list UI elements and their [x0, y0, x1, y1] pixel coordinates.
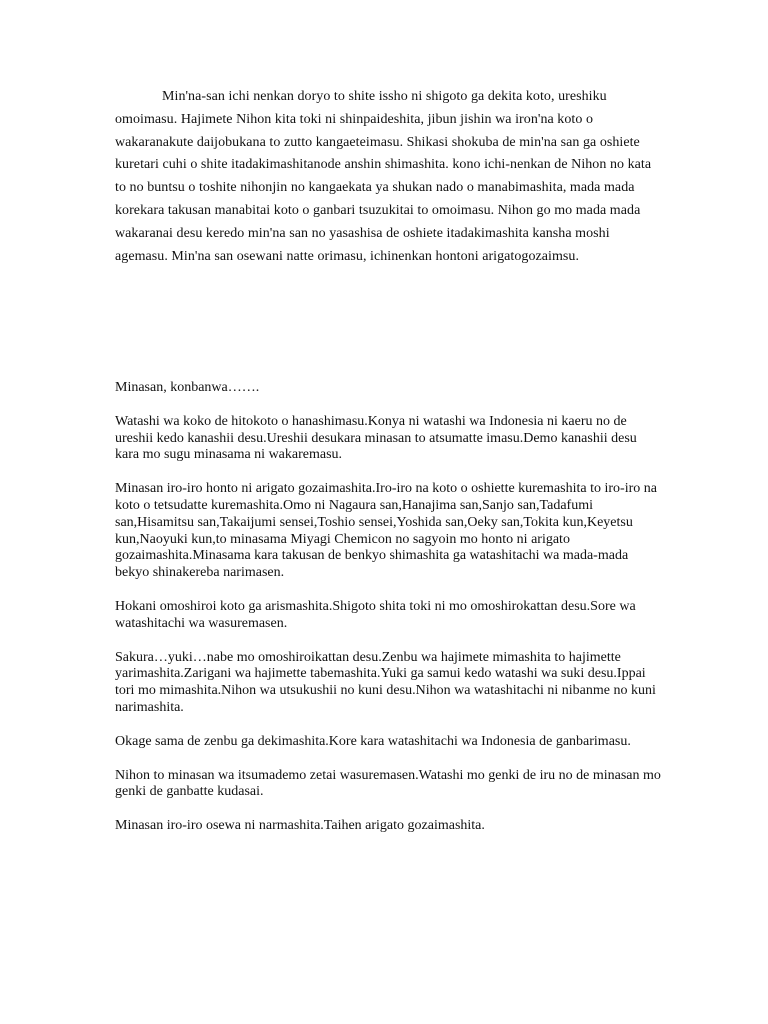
speech-paragraph-5: Okage sama de zenbu ga dekimashita.Kore kara watashitachi wa Indonesia de ganbarimasu. — [115, 733, 631, 749]
speech-paragraph-1: Watashi wa koko de hitokoto o hanashimasu.Konya ni watashi wa Indonesia ni kaeru no de ureshii kedo kanashii desu.Ureshii desukara minasan to atsumatte imasu.Demo kanashii desu kara mo sugu minasama ni wakaremasu. — [115, 413, 637, 463]
speech-paragraph-4: Sakura…yuki…nabe mo omoshiroikattan desu.Zenbu wa hajimete mimashita to hajimette yarimashita.Zarigani wa hajimette tabemashita.Yuki ga samui kedo watashi wa suki desu.Ippai tori mo mimashita.Nihon wa utsukushii no kuni desu.Nihon wa watashitachi ni nibanme no kuni narimashita. — [115, 649, 656, 715]
speech-paragraph-2: Minasan iro-iro honto ni arigato gozaimashita.Iro-iro na koto o oshiette kuremashita to iro-iro na koto o tetsudatte kuremashita.Omo ni Nagaura san,Hanajima san,Sanjo san,Tadafumi san,Hisamitsu san,Takaijumi sensei,Toshio sensei,Yoshida san,Oeky san,Tokita kun,Keyetsu kun,Naoyuki kun,to minasama Miyagi Chemicon no sagyoin mo honto ni arigato gozaimashita.Minasama kara takusan de benkyo shimashita ga watashitachi wa mada-mada bekyo shinakereba narimasen. — [115, 481, 657, 581]
letter-paragraph: Min'na-san ichi nenkan doryo to shite issho ni shigoto ga dekita koto, ureshiku omoimasu. Hajimete Nihon kita toki ni shinpaideshita, jibun jishin wa iron'na koto o wakaranakute daijobukana to zutto kangaeteimasu. Shikasi shokuba de min'na san ga oshiete kuretari cuhi o shite itadakimashitanode anshin shimashita. kono ichi-nenkan de Nihon no kata to no buntsu o toshite nihonjin no kangaekata ya shukan nado o manabimashita, mada mada korekara takusan manabitai koto o ganbari tsuzukitai to omoimasu. Nihon go mo mada mada wakaranai desu keredo min'na san no yasashisa de oshiete itadakimashita kansha moshi agemasu. Min'na san osewani natte orimasu, ichinenkan hontoni arigatogozaimsu. — [115, 89, 652, 264]
speech-greeting: Minasan, konbanwa……. — [115, 380, 260, 395]
speech-paragraph-6: Nihon to minasan wa itsumademo zetai wasuremasen.Watashi mo genki de iru no de minasan mo genki de ganbatte kudasai. — [115, 767, 661, 800]
speech-section — [115, 380, 663, 852]
letter-section-one — [115, 86, 665, 268]
speech-paragraph-7: Minasan iro-iro osewa ni narmashita.Taihen arigato gozaimashita. — [115, 818, 485, 834]
speech-paragraph-3: Hokani omoshiroi koto ga arismashita.Shigoto shita toki ni mo omoshirokattan desu.Sore wa watashitachi wa wasuremasen. — [115, 598, 636, 631]
